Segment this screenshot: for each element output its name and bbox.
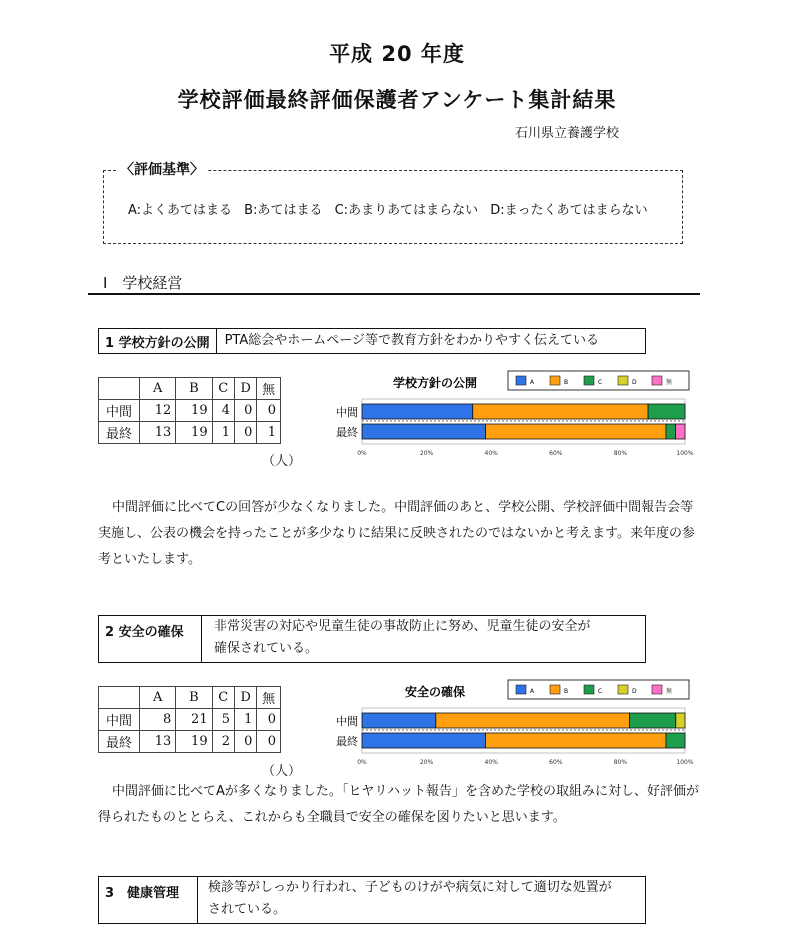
tick-label: 0% bbox=[357, 450, 367, 457]
question-3-text-line1: 検診等がしっかり行われ、子どものけがや病気に対して適切な処置が bbox=[208, 880, 612, 895]
table-header-cell: B bbox=[176, 687, 212, 709]
question-2-text-line1: 非常災害の対応や児童生徒の事故防止に努め、児童生徒の安全が bbox=[214, 619, 591, 634]
row-label: 中間 bbox=[99, 709, 140, 731]
question-2-box bbox=[98, 615, 646, 663]
legend-label: C bbox=[598, 379, 603, 386]
tick-label: 20% bbox=[419, 759, 434, 766]
chart-title: 安全の確保 bbox=[404, 685, 466, 699]
table-cell: 21 bbox=[176, 709, 212, 731]
bar-segment bbox=[666, 424, 676, 439]
bar-segment bbox=[436, 713, 630, 728]
row-label: 最終 bbox=[99, 422, 140, 444]
tick-label: 100% bbox=[676, 450, 694, 457]
table-header-cell: D bbox=[234, 378, 256, 400]
table-header-cell bbox=[99, 687, 140, 709]
table-cell: 8 bbox=[140, 709, 176, 731]
table-row bbox=[99, 400, 281, 422]
chart-school-policy bbox=[325, 368, 700, 460]
category-label: 中間 bbox=[336, 715, 358, 728]
table-cell: 1 bbox=[234, 709, 256, 731]
legend-swatch bbox=[516, 376, 526, 385]
table-header-cell: 無 bbox=[257, 687, 281, 709]
table-header-cell: 無 bbox=[257, 378, 281, 400]
table-header-cell: B bbox=[176, 378, 212, 400]
legend-swatch bbox=[618, 685, 628, 694]
table-cell: 19 bbox=[176, 422, 212, 444]
question-3-text-line2: されている。 bbox=[208, 902, 287, 917]
table-row bbox=[99, 731, 281, 753]
legend-label: B bbox=[564, 688, 569, 695]
tick-label: 60% bbox=[549, 450, 563, 457]
question-1-table bbox=[98, 377, 281, 444]
bar-segment bbox=[362, 404, 473, 419]
tick-label: 60% bbox=[549, 759, 563, 766]
category-label: 最終 bbox=[336, 426, 358, 439]
bar-segment bbox=[473, 404, 648, 419]
table-header-cell bbox=[99, 378, 140, 400]
tick-label: 100% bbox=[676, 759, 694, 766]
table-cell: 0 bbox=[257, 731, 281, 753]
tick-label: 40% bbox=[484, 450, 498, 457]
question-1-box bbox=[98, 328, 646, 354]
table-header-cell: A bbox=[140, 687, 176, 709]
row-label: 最終 bbox=[99, 731, 140, 753]
category-label: 中間 bbox=[336, 406, 358, 419]
legend-label: C bbox=[598, 688, 603, 695]
legend-label: B bbox=[564, 379, 569, 386]
chart-safety bbox=[325, 677, 700, 769]
table-header-cell: D bbox=[234, 687, 256, 709]
question-1-number: 1 学校方針の公開 bbox=[99, 329, 217, 353]
table-cell: 0 bbox=[234, 400, 256, 422]
tick-label: 80% bbox=[613, 759, 628, 766]
bar-segment bbox=[362, 713, 436, 728]
legend-label: D bbox=[632, 379, 637, 386]
bar-segment bbox=[630, 713, 676, 728]
legend-label: A bbox=[530, 379, 535, 386]
bar-segment bbox=[676, 713, 685, 728]
tick-label: 20% bbox=[419, 450, 434, 457]
bar-segment bbox=[486, 424, 667, 439]
bar-segment bbox=[362, 733, 486, 748]
table-cell: 2 bbox=[212, 731, 234, 753]
legend-swatch bbox=[584, 685, 594, 694]
table-cell: 12 bbox=[140, 400, 176, 422]
question-1-text: PTA総会やホームページ等で教育方針をわかりやすく伝えている bbox=[224, 333, 599, 348]
question-2-comment: 中間評価に比べてAが多くなりました。「ヒヤリハット報告」を含めた学校の取組みに対し、好評価が得られたものととらえ、これからも全職員で安全の確保を図りたいと思います。 bbox=[98, 784, 700, 825]
table-cell: 0 bbox=[257, 400, 281, 422]
legend-swatch bbox=[550, 685, 560, 694]
question-3-box bbox=[98, 876, 646, 924]
legend-label: 無 bbox=[666, 688, 673, 695]
section-title: Ⅰ 学校経営 bbox=[103, 274, 183, 292]
bar-segment bbox=[362, 424, 486, 439]
table-cell: 19 bbox=[176, 731, 212, 753]
question-2-text-line2: 確保されている。 bbox=[214, 641, 319, 656]
row-label: 中間 bbox=[99, 400, 140, 422]
table-header-cell: A bbox=[140, 378, 176, 400]
legend-swatch bbox=[550, 376, 560, 385]
criteria-label: 〈評価基準〉 bbox=[116, 159, 208, 179]
unit-label: （人） bbox=[262, 454, 302, 469]
table-cell: 1 bbox=[212, 422, 234, 444]
criteria-text: A:よくあてはまる B:あてはまる C:あまりあてはまらない D:まったくあてはまらない bbox=[128, 203, 648, 218]
bar-segment bbox=[486, 733, 667, 748]
question-2-number: 2 安全の確保 bbox=[99, 616, 202, 662]
table-header-row bbox=[99, 687, 281, 709]
title-year: 平成 20 年度 bbox=[329, 42, 465, 66]
question-1-comment: 中間評価に比べてCの回答が少なくなりました。中間評価のあと、学校公開、学校評価中間報告会等実施し、公表の機会を持ったことが多少なりに結果に反映されたのではないかと考えます。来年度の参考といたします。 bbox=[98, 500, 695, 567]
table-row bbox=[99, 709, 281, 731]
question-3-text bbox=[198, 877, 620, 923]
tick-label: 80% bbox=[613, 450, 628, 457]
question-2-text bbox=[202, 616, 598, 662]
legend-swatch bbox=[652, 685, 662, 694]
tick-label: 40% bbox=[484, 759, 498, 766]
page-title: 学校評価最終評価保護者アンケート集計結果 bbox=[177, 88, 617, 112]
category-label: 最終 bbox=[336, 735, 358, 748]
legend-swatch bbox=[652, 376, 662, 385]
table-cell: 13 bbox=[140, 731, 176, 753]
chart-title: 学校方針の公開 bbox=[392, 376, 478, 390]
question-2-table bbox=[98, 686, 281, 753]
tick-label: 0% bbox=[357, 759, 367, 766]
legend-label: D bbox=[632, 688, 637, 695]
bar-segment bbox=[676, 424, 686, 439]
table-cell: 13 bbox=[140, 422, 176, 444]
question-3-number: 3 健康管理 bbox=[99, 877, 198, 923]
table-cell: 0 bbox=[257, 709, 281, 731]
table-cell: 0 bbox=[234, 731, 256, 753]
unit-label: （人） bbox=[262, 764, 302, 779]
table-header-row bbox=[99, 378, 281, 400]
legend-label: 無 bbox=[666, 379, 673, 386]
legend-label: A bbox=[530, 688, 535, 695]
table-header-cell: C bbox=[212, 378, 234, 400]
table-cell: 1 bbox=[257, 422, 281, 444]
table-cell: 19 bbox=[176, 400, 212, 422]
legend-swatch bbox=[584, 376, 594, 385]
bar-segment bbox=[666, 733, 685, 748]
table-header-cell: C bbox=[212, 687, 234, 709]
bar-segment bbox=[648, 404, 685, 419]
legend-swatch bbox=[618, 376, 628, 385]
table-row bbox=[99, 422, 281, 444]
table-cell: 5 bbox=[212, 709, 234, 731]
table-cell: 4 bbox=[212, 400, 234, 422]
legend-swatch bbox=[516, 685, 526, 694]
section-divider bbox=[88, 293, 700, 295]
school-name: 石川県立養護学校 bbox=[515, 126, 620, 141]
table-cell: 0 bbox=[234, 422, 256, 444]
